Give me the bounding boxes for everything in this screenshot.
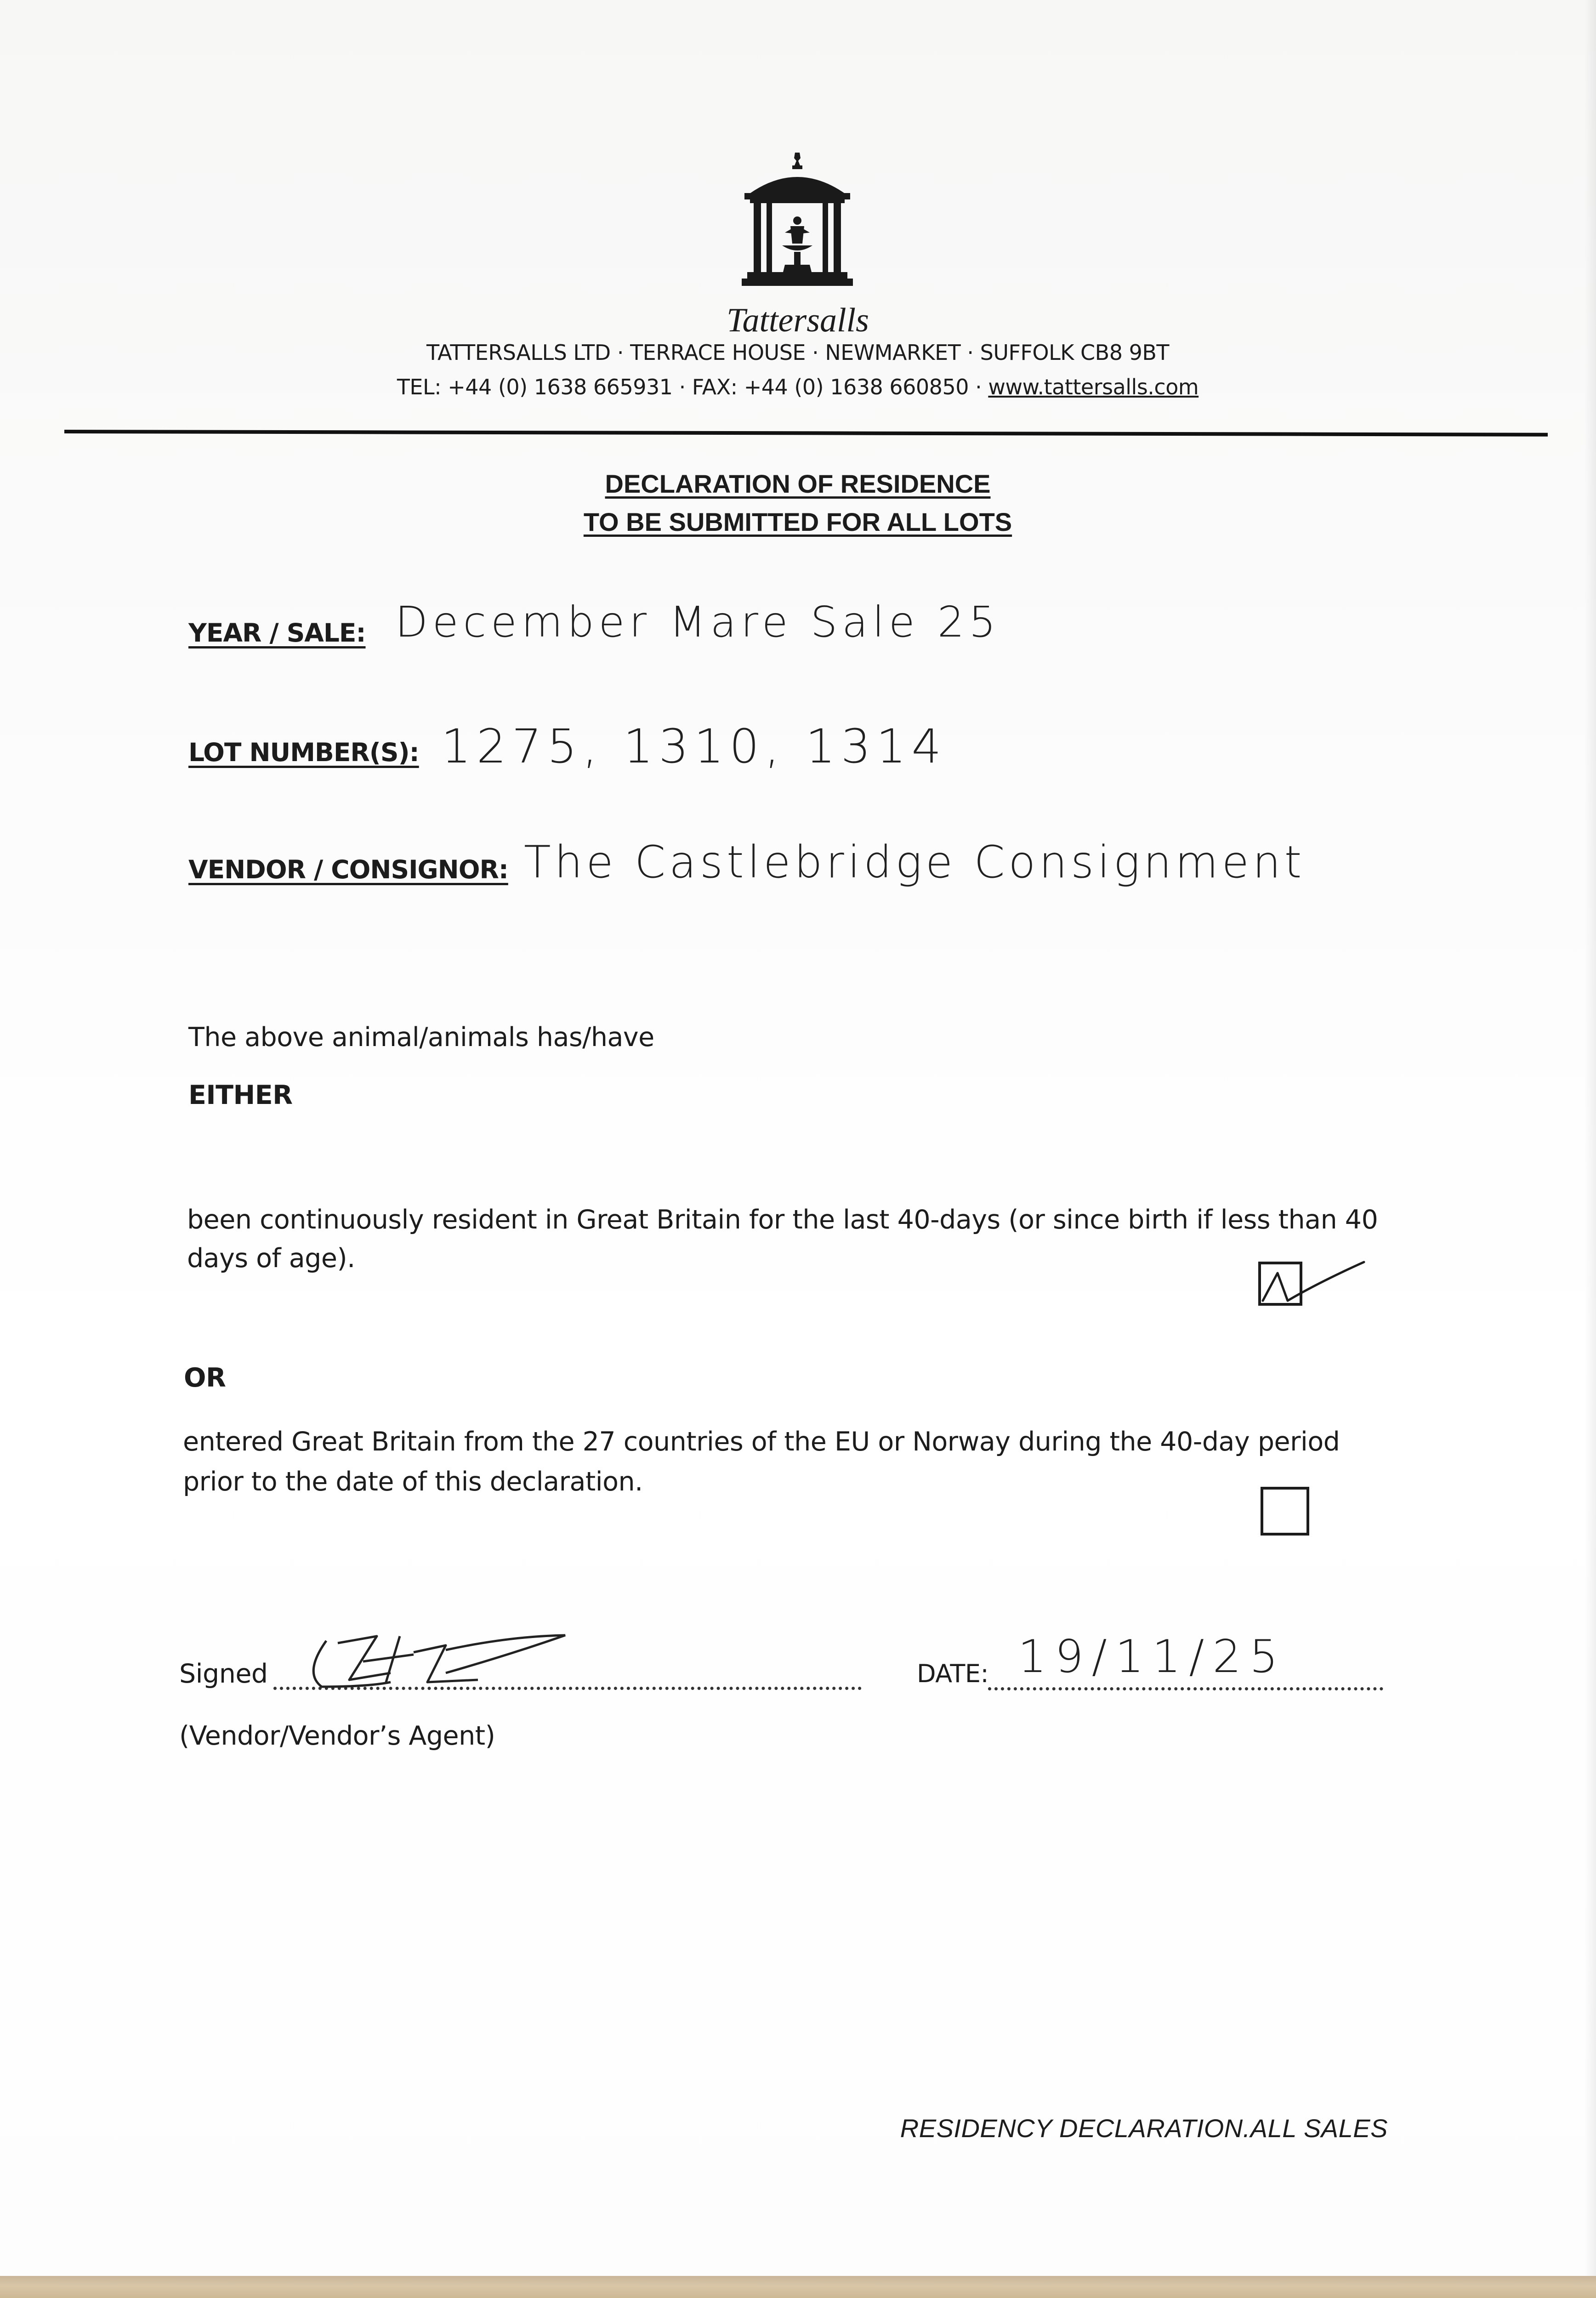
- signer-role: (Vendor/Vendor’s Agent): [179, 1721, 495, 1751]
- option1-text-line2: days of age).: [187, 1243, 355, 1274]
- check-mark-icon: [1259, 1250, 1369, 1310]
- wooden-table-edge: [0, 2276, 1596, 2298]
- option1-text-line1: been continuously resident in Great Britain for the last 40-days (or since birth if less than 40: [187, 1205, 1378, 1235]
- lot-numbers-label: LOT NUMBER(S):: [188, 738, 419, 767]
- option2-text-line1: entered Great Britain from the 27 countries of the EU or Norway during the 40-day period: [183, 1427, 1340, 1457]
- date-value: 19/11/25: [1018, 1631, 1287, 1683]
- company-address: TATTERSALLS LTD · TERRACE HOUSE · NEWMARKET · SUFFOLK CB8 9BT: [426, 340, 1170, 365]
- signed-label: Signed: [179, 1659, 268, 1689]
- vendor-label: VENDOR / CONSIGNOR:: [188, 855, 508, 884]
- option2-checkbox[interactable]: [1261, 1487, 1309, 1536]
- vendor-value: The Castlebridge Consignment: [524, 836, 1306, 888]
- year-sale-label: YEAR / SALE:: [188, 618, 366, 648]
- either-heading: EITHER: [188, 1080, 293, 1110]
- option2-text-line2: prior to the date of this declaration.: [183, 1467, 643, 1497]
- brand-name: Tattersalls: [727, 301, 869, 339]
- handwritten-signature: [294, 1618, 579, 1696]
- lot-numbers-value: 1275, 1310, 1314: [441, 719, 947, 774]
- website-link[interactable]: www.tattersalls.com: [988, 375, 1199, 399]
- form-footer: RESIDENCY DECLARATION.ALL SALES: [900, 2114, 1388, 2143]
- date-label: DATE:: [917, 1659, 989, 1688]
- tattersalls-logo: [731, 152, 864, 303]
- page-edge-shadow: [1585, 0, 1596, 2276]
- document-title: DECLARATION OF RESIDENCE: [605, 469, 991, 498]
- year-sale-value: December Mare Sale 25: [395, 597, 1000, 647]
- declaration-intro: The above animal/animals has/have: [188, 1022, 654, 1052]
- contact-line: [246, 375, 1349, 399]
- or-heading: OR: [184, 1363, 226, 1393]
- document-subtitle: TO BE SUBMITTED FOR ALL LOTS: [583, 507, 1012, 536]
- contact-phone-fax: TEL: +44 (0) 1638 665931 · FAX: +44 (0) 1638 660850 ·: [397, 375, 988, 399]
